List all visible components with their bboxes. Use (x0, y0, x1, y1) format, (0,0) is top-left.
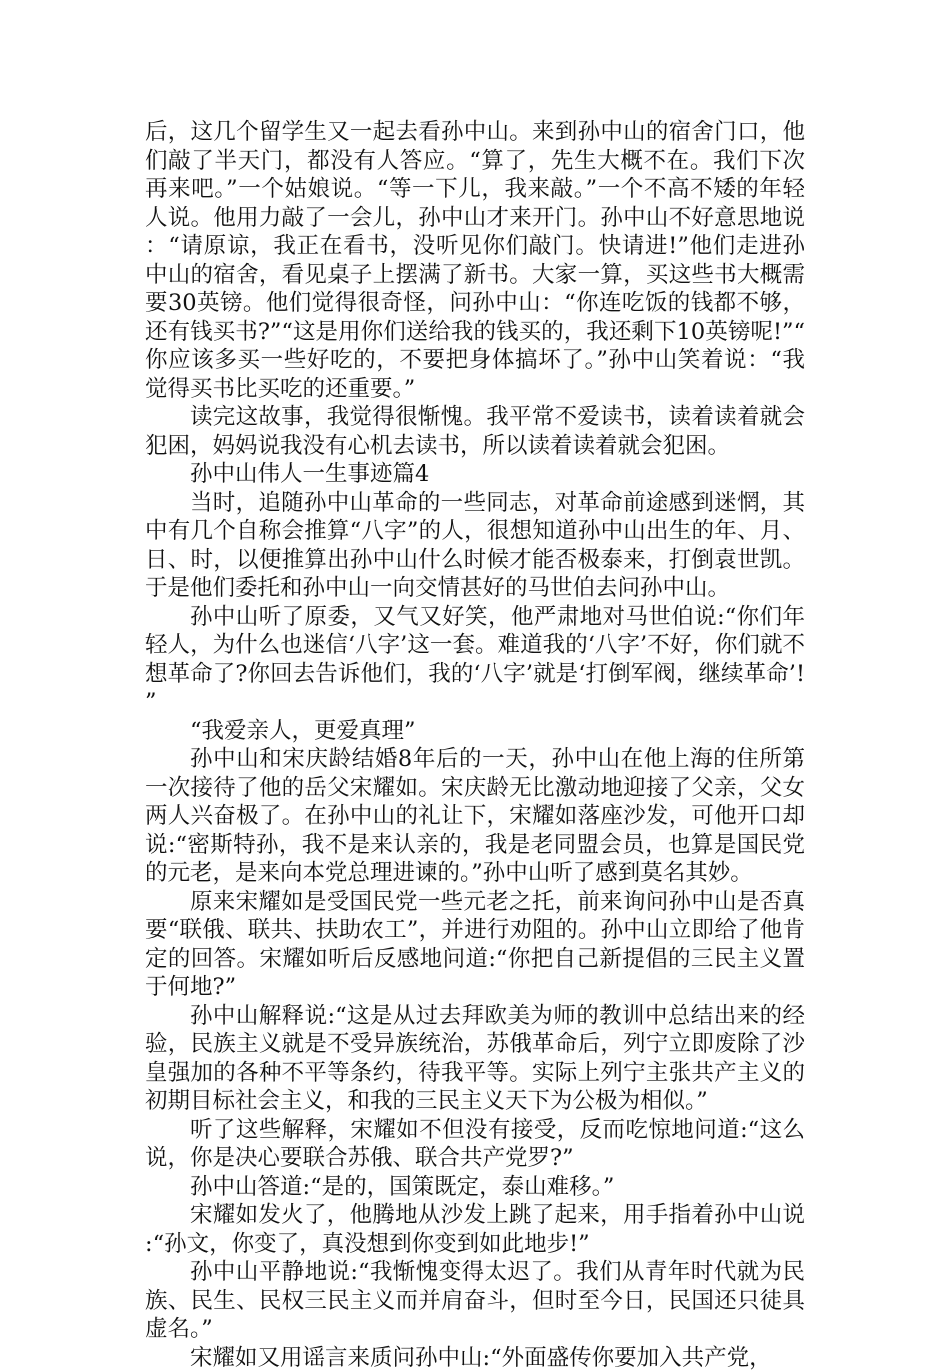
section-heading: 孙中山伟人一生事迹篇4 (145, 460, 805, 489)
paragraph-9: 孙中山解释说:“这是从过去拜欧美为师的教训中总结出来的经验，民族主义就是不受异族统治，苏俄革命后，列宁立即废除了沙皇强加的各种不平等条约，待我平等。实际上列宁主张共产主义的初期目标社会主义，和我的三民主义天下为公极为相似。” (145, 1002, 805, 1116)
paragraph-12: 宋耀如发火了，他腾地从沙发上跳了起来，用手指着孙中山说:“孙文，你变了，真没想到你变到如此地步!” (145, 1201, 805, 1258)
paragraph-14: 宋耀如又用谣言来质问孙中山:“外面盛传你要加入共产党， (145, 1344, 805, 1372)
paragraph-5: 孙中山听了原委，又气又好笑，他严肃地对马世伯说:“你们年轻人，为什么也迷信‘八字’这一套。难道我的‘八字’不好，你们就不想革命了?你回去告诉他们，我的‘八字’就是‘打倒军阀，继续革命’!” (145, 603, 805, 717)
paragraph-13: 孙中山平静地说:“我惭愧变得太迟了。我们从青年时代就为民族、民生、民权三民主义而并肩奋斗，但时至今日，民国还只徒具虚名。” (145, 1258, 805, 1344)
document-page (145, 118, 805, 1372)
paragraph-1: 后，这几个留学生又一起去看孙中山。来到孙中山的宿舍门口，他们敲了半天门，都没有人答应。“算了，先生大概不在。我们下次再来吧。”一个姑娘说。“等一下儿，我来敲。”一个不高不矮的年轻人说。他用力敲了一会儿，孙中山才来开门。孙中山不好意思地说：“请原谅，我正在看书，没听见你们敲门。快请进!”他们走进孙中山的宿舍，看见桌子上摆满了新书。大家一算，买这些书大概需要30英镑。他们觉得很奇怪，问孙中山：“你连吃饭的钱都不够，还有钱买书?”“这是用你们送给我的钱买的，我还剩下10英镑呢!”“你应该多买一些好吃的，不要把身体搞坏了。”孙中山笑着说：“我觉得买书比买吃的还重要。” (145, 118, 805, 403)
paragraph-7: 孙中山和宋庆龄结婚8年后的一天，孙中山在他上海的住所第一次接待了他的岳父宋耀如。宋庆龄无比激动地迎接了父亲，父女两人兴奋极了。在孙中山的礼让下，宋耀如落座沙发，可他开口却说:“密斯特孙，我不是来认亲的，我是老同盟会员，也算是国民党的元老，是来向本党总理进谏的。”孙中山听了感到莫名其妙。 (145, 745, 805, 888)
paragraph-2: 读完这故事，我觉得很惭愧。我平常不爱读书，读着读着就会犯困，妈妈说我没有心机去读书，所以读着读着就会犯困。 (145, 403, 805, 460)
paragraph-11: 孙中山答道:“是的，国策既定，泰山难移。” (145, 1173, 805, 1202)
paragraph-4: 当时，追随孙中山革命的一些同志，对革命前途感到迷惘，其中有几个自称会推算“八字”的人，很想知道孙中山出生的年、月、日、时，以便推算出孙中山什么时候才能否极泰来，打倒袁世凯。于是他们委托和孙中山一向交情甚好的马世伯去问孙中山。 (145, 489, 805, 603)
paragraph-10: 听了这些解释，宋耀如不但没有接受，反而吃惊地问道:“这么说，你是决心要联合苏俄、联合共产党罗?” (145, 1116, 805, 1173)
paragraph-8: 原来宋耀如是受国民党一些元老之托，前来询问孙中山是否真要“联俄、联共、扶助农工”，并进行劝阻的。孙中山立即给了他肯定的回答。宋耀如听后反感地问道:“你把自己新提倡的三民主义置于何地?” (145, 888, 805, 1002)
sub-heading: “我爱亲人，更爱真理” (145, 717, 805, 746)
